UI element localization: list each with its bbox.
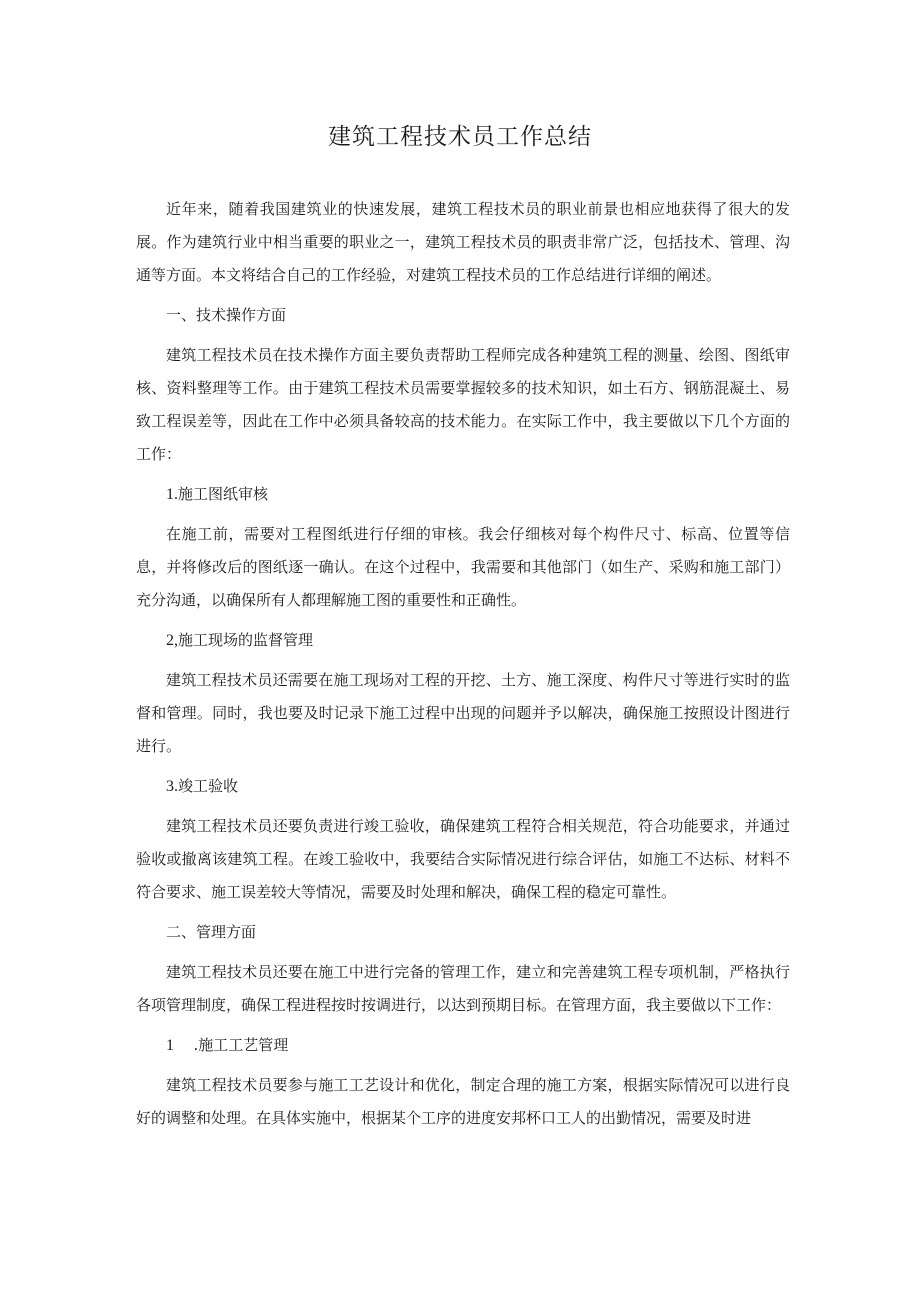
item-heading-process-management bbox=[136, 1029, 790, 1062]
item-number: 3. bbox=[166, 778, 178, 795]
item-title: 施工现场的监督管理 bbox=[178, 631, 314, 649]
item-number: 2, bbox=[166, 632, 178, 649]
item-site-supervision-paragraph: 建筑工程技术员还需要在施工现场对工程的开挖、土方、施工深度、构件尺寸等进行实时的监督和管理。同时，我也要及时记录下施工过程中出现的问题并予以解决，确保施工按照设计图进行进行。 bbox=[136, 671, 790, 755]
item-title: .施工工艺管理 bbox=[193, 1036, 289, 1054]
item-title: 施工图纸审核 bbox=[178, 485, 269, 503]
item-number: 1. bbox=[166, 486, 178, 503]
item-heading-drawing-review bbox=[136, 478, 790, 511]
section-heading-technical: 一、技术操作方面 bbox=[166, 306, 287, 324]
item-title: 竣工验收 bbox=[178, 777, 239, 795]
item-heading-site-supervision bbox=[136, 624, 790, 657]
section-heading-management: 二、管理方面 bbox=[166, 923, 257, 941]
item-number: 1 bbox=[166, 1037, 174, 1054]
item-process-management-paragraph: 建筑工程技术员要参与施工工艺设计和优化，制定合理的施工方案，根据实际情况可以进行良好的调整和处理。在具体实施中，根据某个工序的进度安邦杯口工人的出勤情况，需要及时进 bbox=[136, 1076, 790, 1127]
document-title: 建筑工程技术员工作总结 bbox=[328, 124, 592, 150]
section-technical-paragraph: 建筑工程技术员在技术操作方面主要负责帮助工程师完成各种建筑工程的测量、绘图、图纸审核、资料整理等工作。由于建筑工程技术员需要掌握较多的技术知识，如土石方、钢筋混凝土、易致工程误差等，因此在工作中必须具备较高的技术能力。在实际工作中，我主要做以下几个方面的工作： bbox=[136, 346, 790, 463]
item-drawing-review-paragraph: 在施工前，需要对工程图纸进行仔细的审核。我会仔细核对每个构件尺寸、标高、位置等信息，并将修改后的图纸逐一确认。在这个过程中，我需要和其他部门（如生产、采购和施工部门）充分沟通，以确保所有人都理解施工图的重要性和正确性。 bbox=[136, 525, 790, 609]
item-heading-completion-acceptance bbox=[136, 770, 790, 803]
document-body bbox=[136, 193, 790, 1142]
section-management-paragraph: 建筑工程技术员还要在施工中进行完备的管理工作，建立和完善建筑工程专项机制，严格执行各项管理制度，确保工程进程按时按调进行，以达到预期目标。在管理方面，我主要做以下工作： bbox=[136, 963, 790, 1014]
intro-paragraph: 近年来，随着我国建筑业的快速发展，建筑工程技术员的职业前景也相应地获得了很大的发展。作为建筑行业中相当重要的职业之一，建筑工程技术员的职责非常广泛，包括技术、管理、沟通等方面。本文将结合自己的工作经验，对建筑工程技术员的工作总结进行详细的阐述。 bbox=[136, 200, 790, 284]
item-completion-acceptance-paragraph: 建筑工程技术员还要负责进行竣工验收，确保建筑工程符合相关规范，符合功能要求，并通过验收或撤离该建筑工程。在竣工验收中，我要结合实际情况进行综合评估，如施工不达标、材料不符合要求、施工误差较大等情况，需要及时处理和解决，确保工程的稳定可靠性。 bbox=[136, 817, 790, 901]
